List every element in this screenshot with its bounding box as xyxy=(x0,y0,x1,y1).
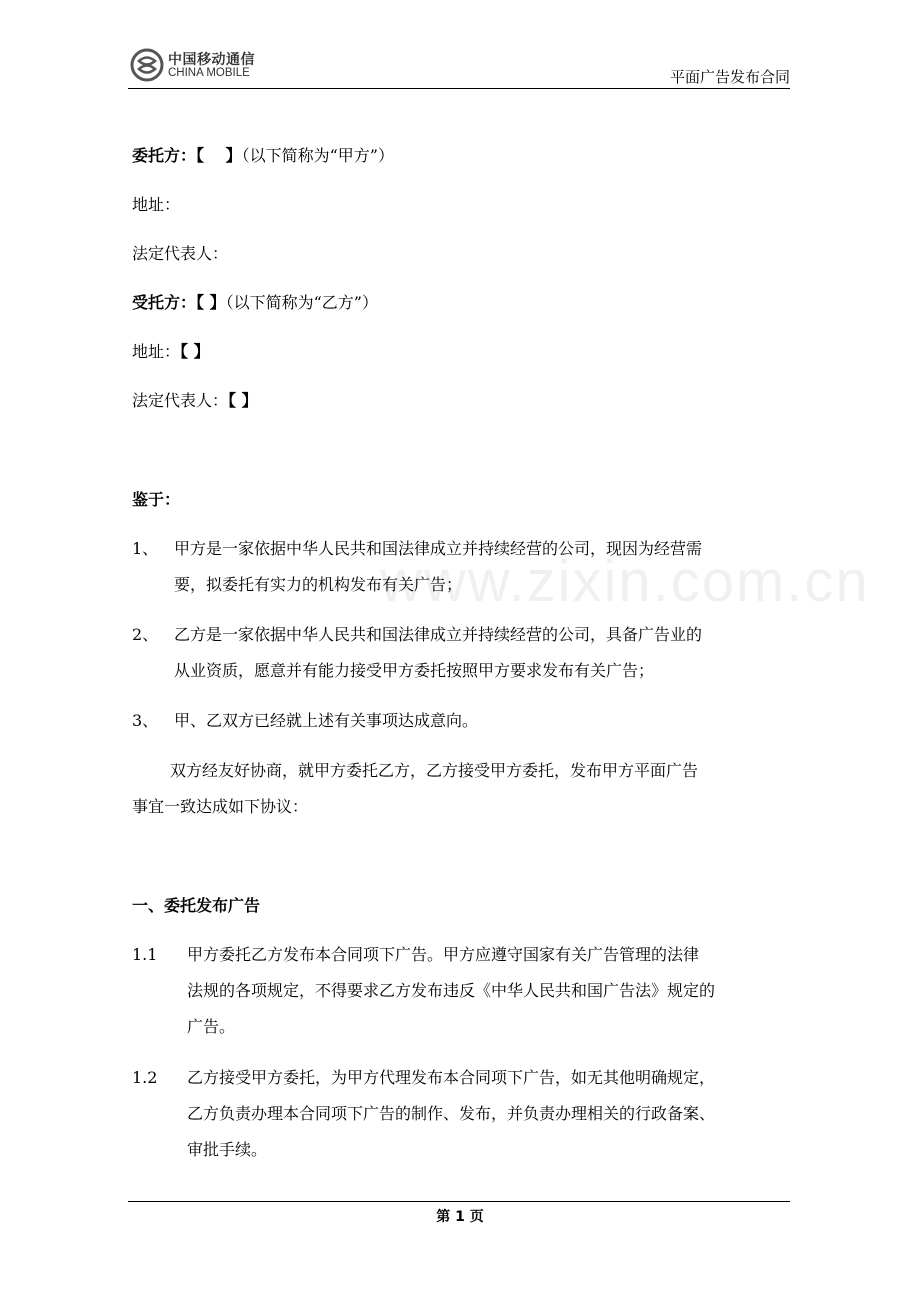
logo-english-text: CHINA MOBILE xyxy=(168,67,250,79)
clause-number: 1.2 xyxy=(132,1068,158,1087)
clause-text: 乙方接受甲方委托，为甲方代理发布本合同项下广告，如无其他明确规定， xyxy=(187,1068,716,1087)
client-party-line xyxy=(132,144,394,168)
header-divider xyxy=(128,88,790,89)
watermark: www.zixin.com.cn xyxy=(380,549,870,614)
recital-number: 2、 xyxy=(132,625,159,644)
recitals-heading: 鉴于： xyxy=(132,490,181,509)
client-label: 委托方：【 】 xyxy=(132,146,242,165)
clause-text: 审批手续。 xyxy=(187,1140,268,1159)
agent-rep-line xyxy=(132,389,258,413)
clause-text: 甲方委托乙方发布本合同项下广告。甲方应遵守国家有关广告管理的法律 xyxy=(187,945,700,964)
clause-text: 法规的各项规定，不得要求乙方发布违反《中华人民共和国广告法》规定的 xyxy=(187,981,716,1000)
client-address: 地址： xyxy=(132,195,181,214)
client-suffix: （以下简称为“甲方”） xyxy=(241,146,394,165)
recital-text: 甲、乙双方已经就上述有关事项达成意向。 xyxy=(174,711,479,730)
recital-text: 要，拟委托有实力的机构发布有关广告； xyxy=(174,575,463,594)
footer-divider xyxy=(128,1201,790,1202)
agreement-paragraph: 事宜一致达成如下协议： xyxy=(132,797,309,816)
recital-text: 甲方是一家依据中华人民共和国法律成立并持续经营的公司，现因为经营需 xyxy=(174,539,703,558)
agent-rep-label: 法定代表人： xyxy=(132,391,229,410)
logo-chinese-text: 中国移动通信 xyxy=(168,52,255,68)
agent-address-line xyxy=(132,340,210,364)
agent-rep-bracket: 【 】 xyxy=(228,391,258,410)
agent-address-bracket: 【 】 xyxy=(180,342,210,361)
agent-label: 受托方：【 】 xyxy=(132,293,226,312)
page-number: 第 1 页 xyxy=(436,1209,484,1225)
recital-number: 1、 xyxy=(132,539,159,558)
agent-suffix: （以下简称为“乙方”） xyxy=(225,293,378,312)
agent-party-line xyxy=(132,291,378,315)
document-title: 平面广告发布合同 xyxy=(669,68,790,86)
section-heading: 一、委托发布广告 xyxy=(132,896,261,915)
recital-text: 从业资质，愿意并有能力接受甲方委托按照甲方要求发布有关广告； xyxy=(174,661,655,680)
recital-number: 3、 xyxy=(132,711,159,730)
agent-address-label: 地址： xyxy=(132,342,181,361)
client-representative: 法定代表人： xyxy=(132,244,229,263)
recital-text: 乙方是一家依据中华人民共和国法律成立并持续经营的公司，具备广告业的 xyxy=(174,625,703,644)
china-mobile-logo xyxy=(130,46,270,86)
clause-number: 1.1 xyxy=(132,945,158,964)
agreement-paragraph: 双方经友好协商，就甲方委托乙方，乙方接受甲方委托，发布甲方平面广告 xyxy=(170,761,699,780)
clause-text: 广告。 xyxy=(187,1017,236,1036)
clause-text: 乙方负责办理本合同项下广告的制作、发布，并负责办理相关的行政备案、 xyxy=(187,1104,716,1123)
china-mobile-logo-icon xyxy=(130,48,164,82)
